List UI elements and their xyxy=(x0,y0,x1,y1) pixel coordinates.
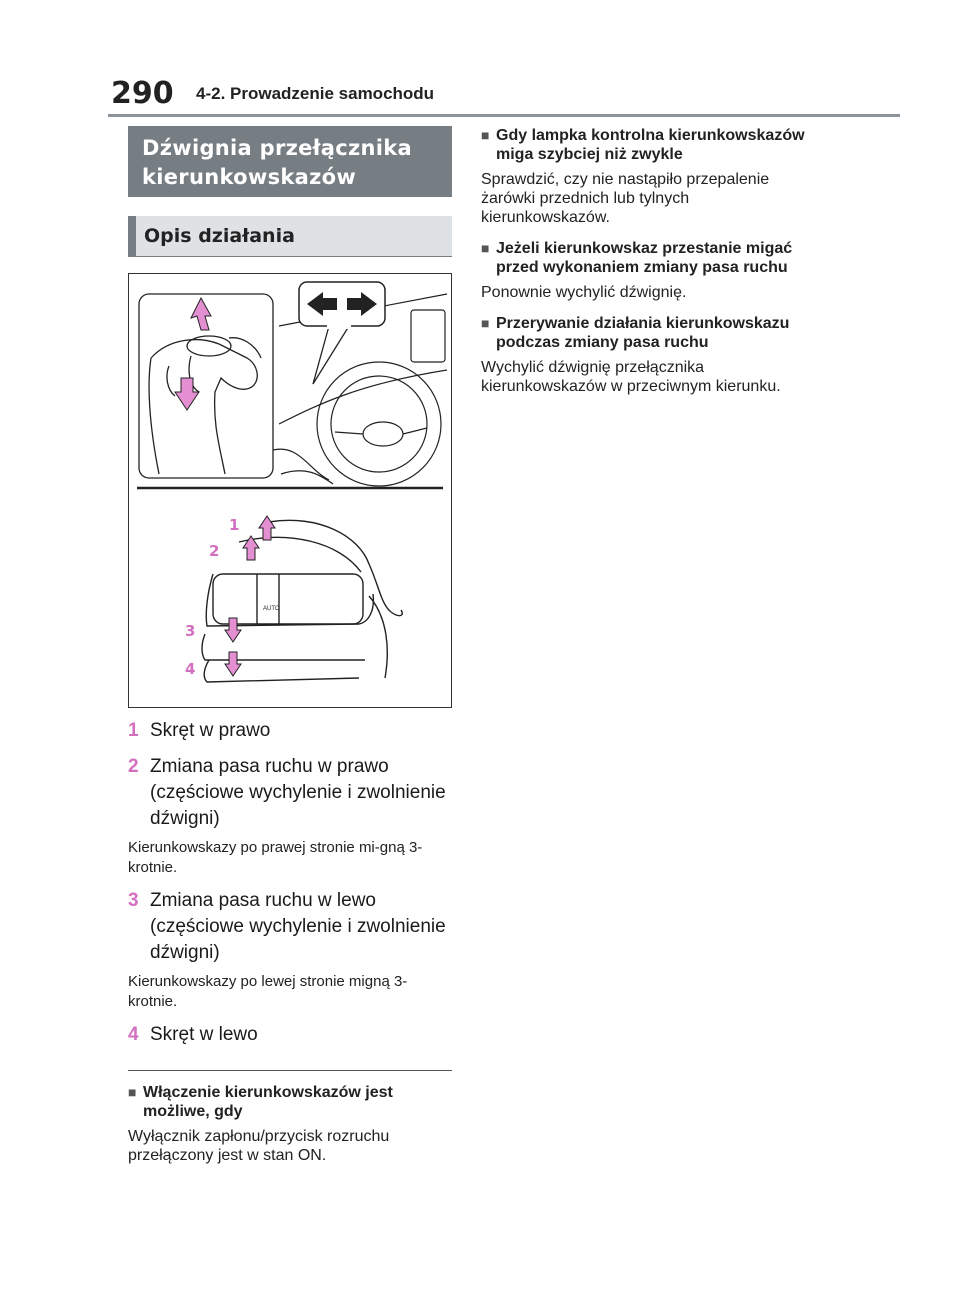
bullet-heading xyxy=(481,314,811,352)
main-heading: Dźwignia przełącznika kierunkowskazów xyxy=(128,126,452,197)
turn-signal-illustration xyxy=(129,274,451,707)
step-number: 4 xyxy=(128,1024,139,1045)
arrow-2-icon xyxy=(243,536,259,560)
square-bullet-icon: ■ xyxy=(481,127,490,143)
figure-label-2: 2 xyxy=(209,542,220,560)
step-number: 3 xyxy=(128,890,139,911)
right-column xyxy=(481,126,811,396)
figure-label-4: 4 xyxy=(185,660,196,678)
step-text: Zmiana pasa ruchu w prawo (częściowe wychylenie i zwolnienie dźwigni) xyxy=(150,756,446,829)
arrow-3-icon xyxy=(225,618,241,642)
arrow-1-icon xyxy=(259,516,275,540)
bullet-body: Wyłącznik zapłonu/przycisk rozruchu przełączony jest w stan ON. xyxy=(128,1128,390,1164)
bullet-heading-text: Przerywanie działania kierunkowskazu podczas zmiany pasa ruchu xyxy=(496,315,790,351)
turn-signal-figure xyxy=(128,273,452,708)
auto-label: AUTO xyxy=(263,606,280,612)
square-bullet-icon: ■ xyxy=(128,1084,137,1100)
bullet-body: Wychylić dźwignię przełącznika kierunkowskazów w przeciwnym kierunku. xyxy=(481,359,781,395)
step-text: Skręt w lewo xyxy=(150,1024,258,1045)
header-rule xyxy=(108,114,900,117)
bullet-heading-text: Gdy lampka kontrolna kierunkowskazów miga szybciej niż zwykle xyxy=(496,127,805,163)
step-number: 2 xyxy=(128,756,139,777)
sub-heading: Opis działania xyxy=(128,216,452,257)
step-4 xyxy=(128,1022,452,1048)
left-column xyxy=(128,126,452,1165)
step-text: Skręt w prawo xyxy=(150,720,271,741)
bullet-body: Ponownie wychylić dźwignię. xyxy=(481,284,687,301)
bullet-heading-text: Jeżeli kierunkowskaz przestanie migać przed wykonaniem zmiany pasa ruchu xyxy=(496,240,793,276)
step-3 xyxy=(128,888,452,966)
bullet-body: Sprawdzić, czy nie nastąpiło przepalenie żarówki przednich lub tylnych kierunkowskazów. xyxy=(481,171,770,226)
step-2 xyxy=(128,754,452,832)
direction-bubble xyxy=(299,282,385,384)
page-number: 290 xyxy=(111,76,174,111)
up-arrow-icon xyxy=(191,298,211,330)
section-divider xyxy=(128,1070,452,1071)
step-3-note: Kierunkowskazy po lewej stronie migną 3-krotnie. xyxy=(128,973,408,1010)
section-title: 4-2. Prowadzenie samochodu xyxy=(196,84,435,103)
bullet-heading-text: Włączenie kierunkowskazów jest możliwe, gdy xyxy=(143,1084,393,1120)
square-bullet-icon: ■ xyxy=(481,315,490,331)
step-2-note: Kierunkowskazy po prawej stronie mi-gną 3-krotnie. xyxy=(128,839,423,876)
step-text: Zmiana pasa ruchu w lewo (częściowe wychylenie i zwolnienie dźwigni) xyxy=(150,890,446,963)
hand-arrows xyxy=(175,298,211,410)
bullet-heading xyxy=(128,1083,452,1121)
lever-arrows xyxy=(225,516,275,676)
figure-label-3: 3 xyxy=(185,622,196,640)
arrow-4-icon xyxy=(225,652,241,676)
bullet-heading xyxy=(481,239,811,277)
bullet-heading xyxy=(481,126,811,164)
down-arrow-icon xyxy=(175,378,199,410)
square-bullet-icon: ■ xyxy=(481,240,490,256)
figure-label-1: 1 xyxy=(229,516,240,534)
step-number: 1 xyxy=(128,720,139,741)
step-1 xyxy=(128,718,452,744)
